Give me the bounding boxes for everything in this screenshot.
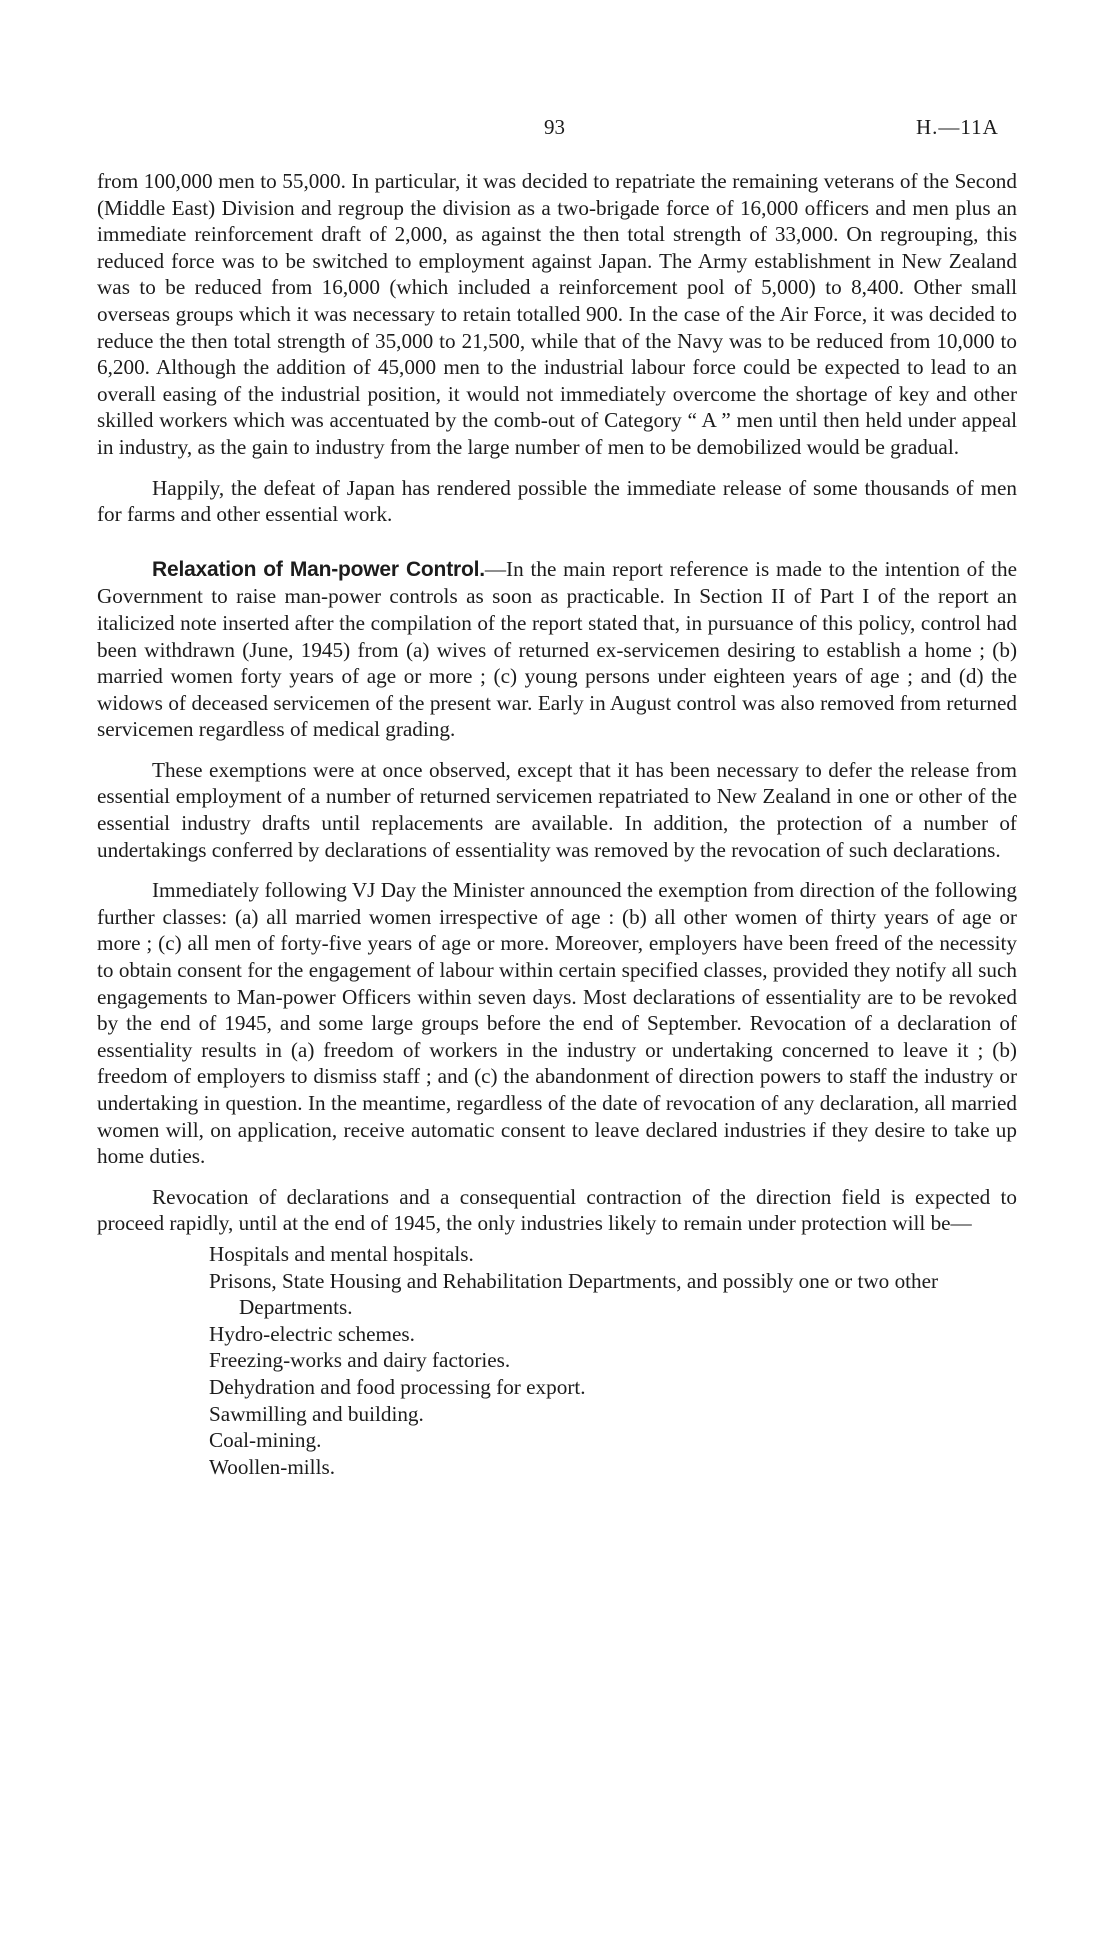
list-item: Hydro-electric schemes. bbox=[209, 1321, 415, 1346]
paragraph-exemptions: These exemptions were at once observed, except that it has been necessary to defer the release from essential employment of a number of returned servicemen repatriated to New Zealand in one or other of the essential industry drafts until replacements are available. In addition, the protection of a number of undertakings conferred by declarations of essentiality was removed by the revocation of such declarations. bbox=[97, 757, 1017, 862]
page-number: 93 bbox=[544, 115, 565, 139]
section-heading: Relaxation of Man-power Control. bbox=[152, 557, 485, 581]
list-item: Dehydration and food processing for export. bbox=[209, 1374, 586, 1399]
list-item: Freezing-works and dairy factories. bbox=[209, 1348, 511, 1373]
document-body bbox=[97, 168, 1017, 1480]
list-item: Woollen-mills. bbox=[209, 1454, 335, 1479]
document-code: H.—11A bbox=[916, 115, 999, 139]
section-relaxation bbox=[97, 556, 1017, 743]
protected-industries-list bbox=[97, 1241, 1017, 1480]
list-item: Coal-mining. bbox=[209, 1428, 322, 1453]
paragraph-revocation: Revocation of declarations and a consequential contraction of the direction field is expected to proceed rapidly, until at the end of 1945, the only industries likely to remain under protection will be— bbox=[97, 1184, 1017, 1236]
page-header bbox=[0, 115, 1114, 145]
section-heading-text: —In the main report reference is made to the intention of the Government to raise man-power controls as soon as practicable. In Section II of Part I of the report an italicized note inserted after the compilation of the report stated that, in pursuance of this policy, control had been withdrawn (June, 1945) from (a) wives of returned ex-servicemen desiring to establish a home ; (b) married women forty years of age or more ; (c) young persons under eighteen years of age ; and (d) the widows of deceased servicemen of the present war. Early in August control was also removed from returned servicemen regardless of medical grading. bbox=[97, 556, 1017, 742]
list-item: Hospitals and mental hospitals. bbox=[209, 1241, 474, 1266]
paragraph-japan-defeat: Happily, the defeat of Japan has rendered possible the immediate release of some thousands of men for farms and other essential work. bbox=[97, 475, 1017, 527]
paragraph-vj-day: Immediately following VJ Day the Minister announced the exemption from direction of the following further classes: (a) all married women irrespective of age : (b) all other women of thirty years of age or more ; (c) all men of forty-five years of age or more. Moreover, employers have been freed of the necessity to obtain consent for the engagement of labour within certain specified classes, provided they notify all such engagements to Man-power Officers within seven days. Most declarations of essentiality are to be revoked by the end of 1945, and some large groups before the end of September. Revocation of a declaration of essentiality results in (a) freedom of workers in the industry or undertaking concerned to leave it ; (b) freedom of employers to dismiss staff ; and (c) the abandonment of direction powers to staff the industry or undertaking in question. In the meantime, regardless of the date of revocation of any declaration, all married women will, on application, receive automatic consent to leave declared industries if they desire to take up home duties. bbox=[97, 878, 1017, 1169]
list-item: Sawmilling and building. bbox=[209, 1401, 424, 1426]
list-item: Prisons, State Housing and Rehabilitation Departments, and possibly one or two other Departments. bbox=[209, 1268, 939, 1320]
paragraph-demobilization: from 100,000 men to 55,000. In particular, it was decided to repatriate the remaining veterans of the Second (Middle East) Division and regroup the division as a two-brigade force of 16,000 officers and men plus an immediate reinforcement draft of 2,000, as against the then total strength of 33,000. On regrouping, this reduced force was to be switched to employment against Japan. The Army establishment in New Zealand was to be reduced from 16,000 (which included a reinforcement pool of 5,000) to 8,400. Other small overseas groups which it was necessary to retain totalled 900. In the case of the Air Force, it was decided to reduce the then total strength of 35,000 to 21,500, while that of the Navy was to be reduced from 10,000 to 6,200. Although the addition of 45,000 men to the industrial labour force could be expected to lead to an overall easing of the industrial position, it would not immediately overcome the shortage of key and other skilled workers which was accentuated by the comb-out of Category “ A ” men until then held under appeal in industry, as the gain to industry from the large number of men to be demobilized would be gradual. bbox=[97, 169, 1017, 459]
